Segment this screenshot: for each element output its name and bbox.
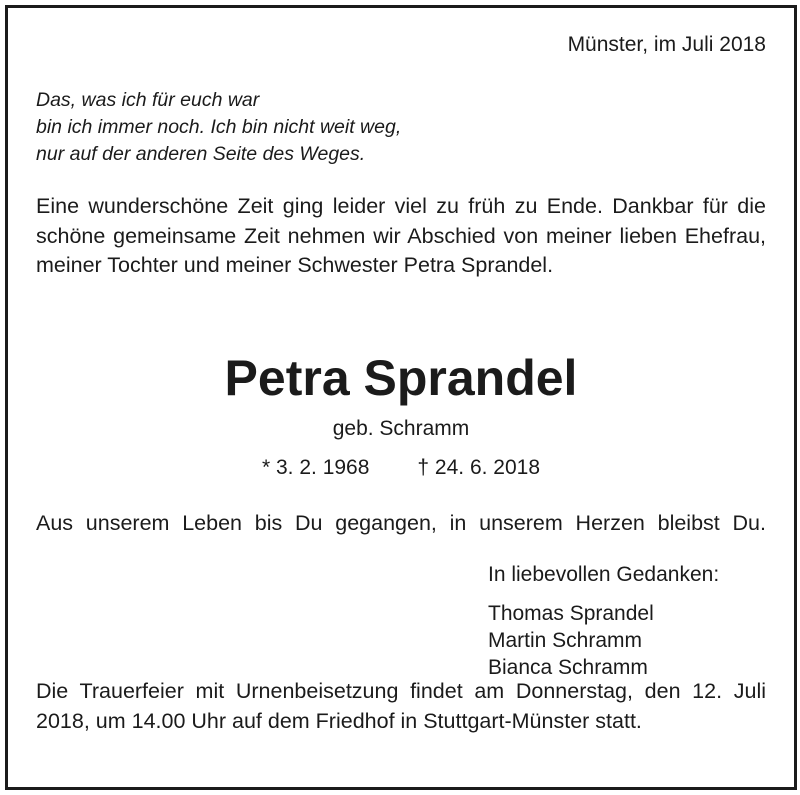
motto: Aus unserem Leben bis Du gegangen, in unserem Herzen bleibst Du. [36, 511, 766, 535]
poem-line: bin ich immer noch. Ich bin nicht weit weg, [36, 116, 402, 138]
mourner-name: Martin Schramm [488, 629, 643, 652]
death-date: † 24. 6. 2018 [417, 456, 541, 479]
poem-line: Das, was ich für euch war [36, 89, 260, 111]
funeral-info: Die Trauerfeier mit Urnenbeisetzung findet am Donnerstag, den 12. Juli 2018, um 14.00 Uhr auf dem Friedhof in Stuttgart-Münster statt. [36, 679, 766, 733]
place-date: Münster, im Juli 2018 [567, 33, 766, 56]
birth-date: * 3. 2. 1968 [261, 456, 370, 479]
mourner-name: Bianca Schramm [488, 656, 648, 679]
maiden-name: geb. Schramm [332, 417, 470, 440]
deceased-name: Petra Sprandel [224, 350, 578, 406]
poem-line: nur auf der anderen Seite des Weges. [36, 143, 366, 165]
mourners-heading: In liebevollen Gedanken: [488, 563, 720, 586]
intro-paragraph: Eine wunderschöne Zeit ging leider viel zu früh zu Ende. Dankbar für die schöne gemeinsame Zeit nehmen wir Abschied von meiner lieben Ehefrau, meiner Tochter und meiner Schwester Petra Sprandel. [36, 194, 766, 277]
mourners-block [488, 561, 719, 681]
mourner-name: Thomas Sprandel [488, 602, 654, 625]
life-dates [36, 456, 766, 480]
poem [36, 87, 401, 168]
